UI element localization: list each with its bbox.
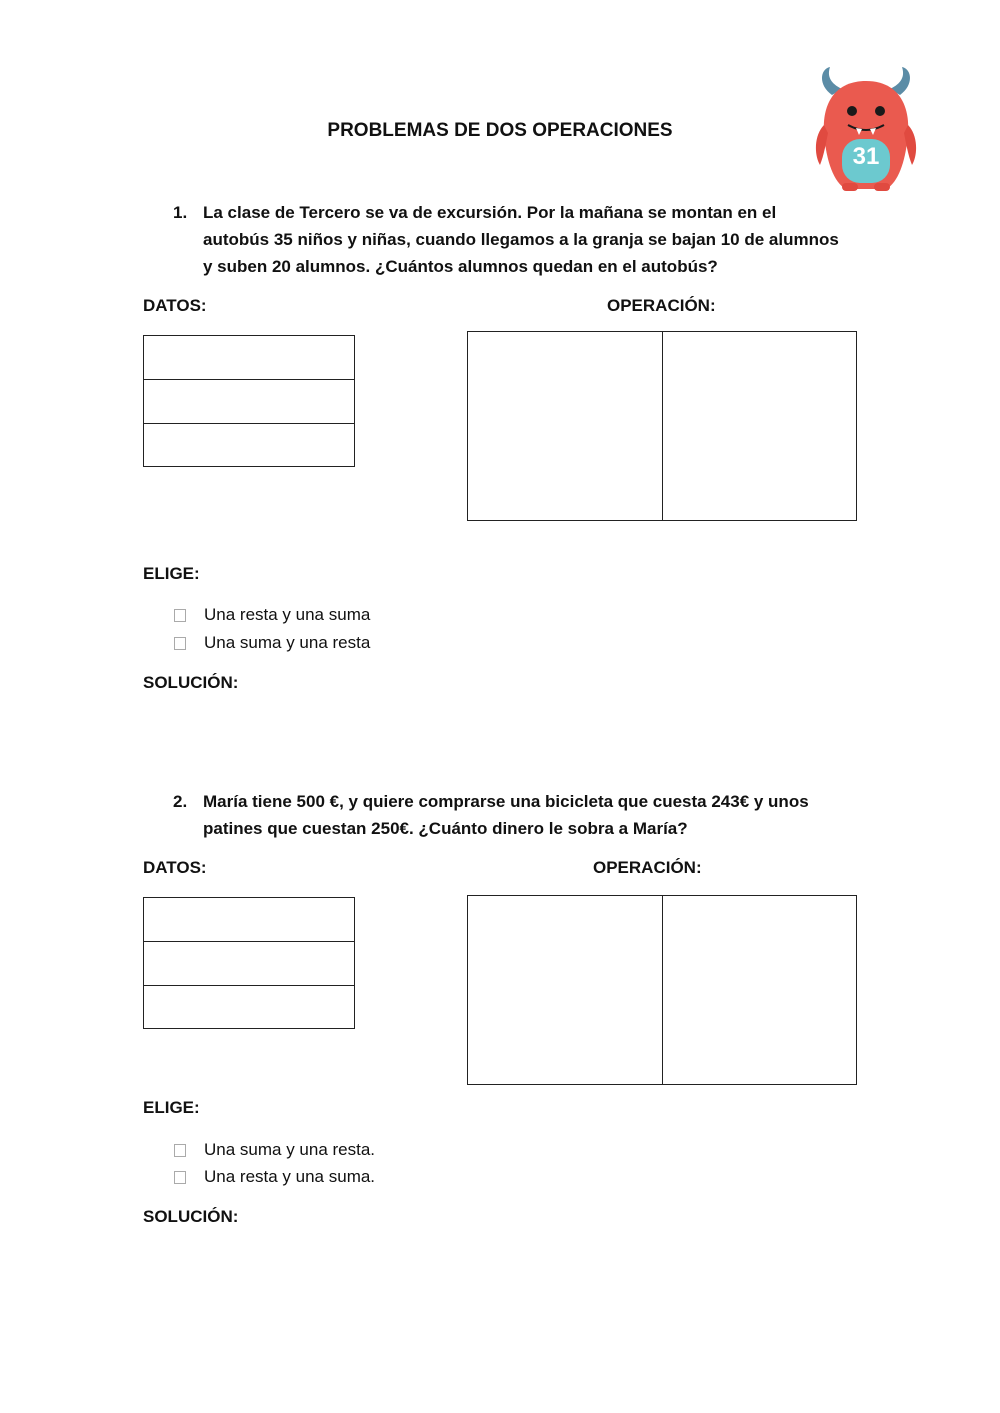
problem-1-datos-cell-1[interactable] xyxy=(144,336,354,380)
problem-2-datos-table xyxy=(143,897,355,1029)
problem-2-elige-label: ELIGE: xyxy=(143,1098,200,1117)
checkbox-icon[interactable] xyxy=(174,637,186,650)
problem-1-text xyxy=(203,199,863,280)
problem-1-operacion-box xyxy=(467,331,857,521)
problem-1-elige-label: ELIGE: xyxy=(143,564,200,583)
mascot-badge: 31 xyxy=(852,143,880,170)
problem-2-option-2[interactable] xyxy=(174,1166,375,1188)
problem-2-datos-cell-2[interactable] xyxy=(144,942,354,986)
problem-2-line-2: patines que cuestan 250€. ¿Cuánto dinero le sobra a María? xyxy=(203,819,688,838)
problem-1-datos-cell-3[interactable] xyxy=(144,424,354,468)
problem-2-datos-label: DATOS: xyxy=(143,858,207,877)
problem-1-solucion-label: SOLUCIÓN: xyxy=(143,673,239,692)
problem-1-option-2[interactable] xyxy=(174,632,370,654)
problem-2-operacion-cell-2[interactable] xyxy=(662,896,857,1084)
problem-1-line-1: La clase de Tercero se va de excursión. Por la mañana se montan en el xyxy=(203,203,777,222)
problem-1-option-1[interactable] xyxy=(174,604,370,626)
problem-2-option-1[interactable] xyxy=(174,1139,375,1161)
problem-2-text xyxy=(203,788,863,842)
problem-1-option-2-label: Una suma y una resta xyxy=(204,633,371,652)
problem-1-line-3: y suben 20 alumnos. ¿Cuántos alumnos quedan en el autobús? xyxy=(203,257,718,276)
problem-2-datos-cell-1[interactable] xyxy=(144,898,354,942)
problem-1-datos-table xyxy=(143,335,355,467)
problem-1-operacion-cell-1[interactable] xyxy=(468,332,662,520)
checkbox-icon[interactable] xyxy=(174,609,186,622)
checkbox-icon[interactable] xyxy=(174,1171,186,1184)
problem-2-line-1: María tiene 500 €, y quiere comprarse una bicicleta que cuesta 243€ y unos xyxy=(203,792,809,811)
problem-1-datos-cell-2[interactable] xyxy=(144,380,354,424)
problem-2-solucion-label: SOLUCIÓN: xyxy=(143,1207,239,1226)
problem-2-datos-cell-3[interactable] xyxy=(144,986,354,1030)
checkbox-icon[interactable] xyxy=(174,1144,186,1157)
problem-2-option-1-label: Una suma y una resta. xyxy=(204,1140,376,1159)
problem-1-line-2: autobús 35 niños y niñas, cuando llegamos a la granja se bajan 10 de alumnos xyxy=(203,230,839,249)
problem-1-operacion-cell-2[interactable] xyxy=(662,332,857,520)
problem-2-number: 2. xyxy=(173,792,188,811)
problem-2-option-2-label: Una resta y una suma. xyxy=(204,1167,376,1186)
problem-2-operacion-cell-1[interactable] xyxy=(468,896,662,1084)
page-title: PROBLEMAS DE DOS OPERACIONES xyxy=(327,120,673,141)
problem-1-datos-label: DATOS: xyxy=(143,296,207,315)
monster-mascot-icon xyxy=(812,55,920,195)
problem-2-operacion-label: OPERACIÓN: xyxy=(593,858,702,877)
problem-1-number: 1. xyxy=(173,203,188,222)
problem-1-option-1-label: Una resta y una suma xyxy=(204,605,371,624)
problem-2-operacion-box xyxy=(467,895,857,1085)
problem-1-operacion-label: OPERACIÓN: xyxy=(607,296,716,315)
